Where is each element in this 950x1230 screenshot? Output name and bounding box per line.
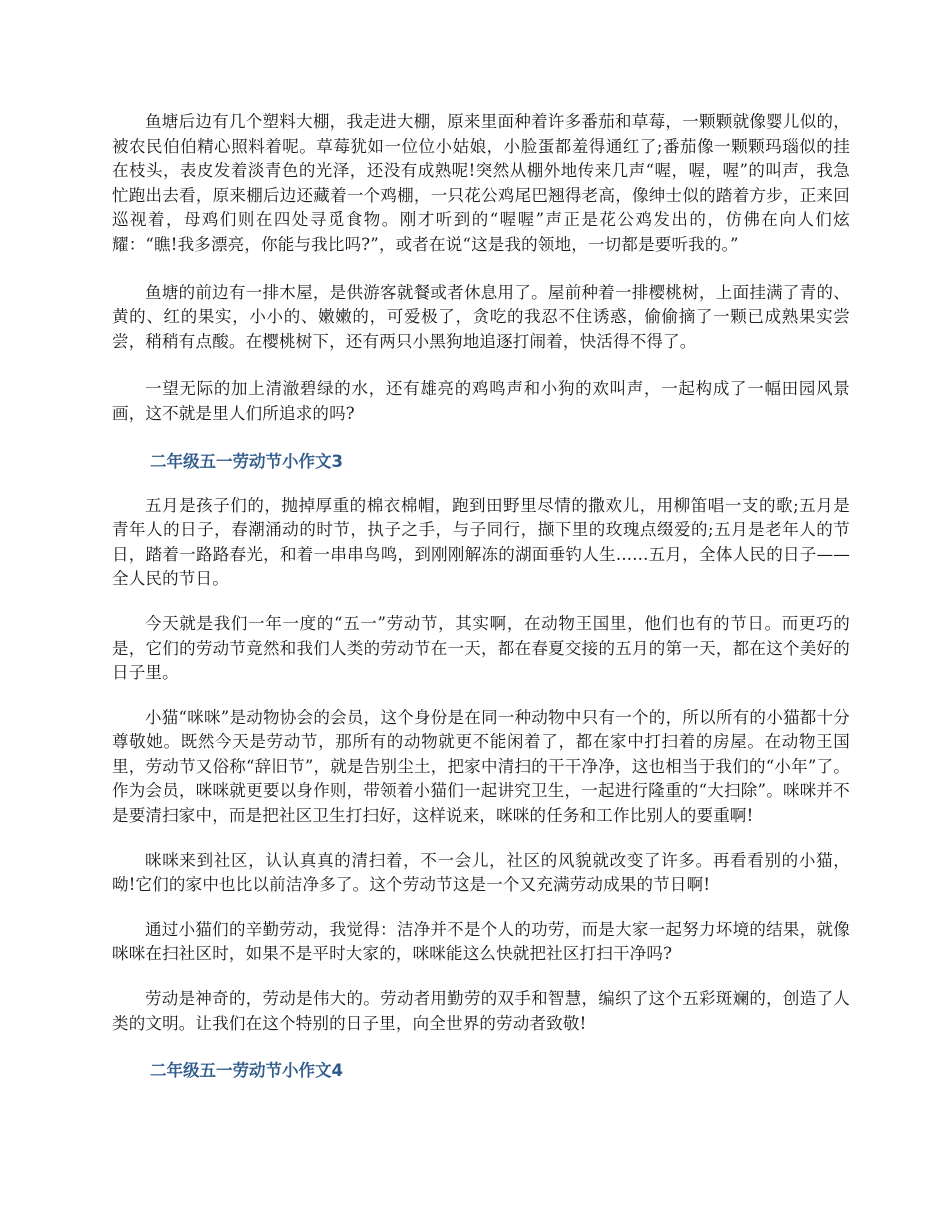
paragraph-cat-mimi: 小猫“咪咪”是动物协会的会员，这个身份是在同一种动物中只有一个的，所以所有的小猫都十分尊敬她。既然今天是劳动节，那所有的动物就更不能闲着了，都在家中打扫着的房屋。在动物王国里，劳动节又俗称“辞旧节”，就是告别尘土，把家中清扫的干干净净，这也相当于我们的“小年”了。作为会员，咪咪就更要以身作则，带领着小猫们一起讲究卫生，一起进行隆重的“大扫除”。咪咪并不是要清扫家中，而是把社区卫生打扫好，这样说来，咪咪的任务和工作比别人的要重啊! <box>112 707 850 826</box>
paragraph-community-clean: 咪咪来到社区，认认真真的清扫着，不一会儿，社区的风貌就改变了许多。再看看别的小猫，呦!它们的家中也比以前洁净多了。这个劳动节这是一个又充满劳动成果的节日啊! <box>112 850 850 895</box>
paragraph-cherry-trees: 鱼塘的前边有一排木屋，是供游客就餐或者休息用了。屋前种着一排樱桃树，上面挂满了青的、黄的、红的果实，小小的、嫩嫩的，可爱极了，贪吃的我忍不住诱惑，偷偷摘了一颗已成熟果实尝尝，稍稍有点酸。在樱桃树下，还有两只小黑狗地追逐打闹着，快活得不得了。 <box>112 282 850 351</box>
paragraph-greenhouse: 鱼塘后边有几个塑料大棚，我走进大棚，原来里面种着许多番茄和草莓，一颗颗就像婴儿似的，被农民伯伯精心照料着呢。草莓犹如一位位小姑娘，小脸蛋都羞得通红了;番茄像一颗颗玛瑙似的挂在枝头，表皮发着淡青色的光泽，还没有成熟呢!突然从棚外地传来几声“喔，喔，喔”的叫声，我急忙跑出去看，原来棚后边还藏着一个鸡棚，一只花公鸡尾巴翘得老高，像绅士似的踏着方步，正来回巡视着，母鸡们则在四处寻觅食物。刚才听到的“喔喔”声正是花公鸡发出的，仿佛在向人们炫耀：“瞧!我多漂亮，你能与我比吗?”，或者在说“这是我的领地，一切都是要听我的。” <box>112 112 850 254</box>
section-heading-4: 二年级五一劳动节小作文4 <box>150 1061 343 1081</box>
paragraph-labor-praise: 劳动是神奇的，劳动是伟大的。劳动者用勤劳的双手和智慧，编织了这个五彩斑斓的，创造了人类的文明。让我们在这个特别的日子里，向全世界的劳动者致敬! <box>112 989 850 1033</box>
paragraph-labor-day: 今天就是我们一年一度的“五一”劳动节，其实啊，在动物王国里，他们也有的节日。而更巧的是，它们的劳动节竟然和我们人类的劳动节在一天，都在春夏交接的五月的第一天，都在这个美好的日子里。 <box>112 613 850 683</box>
section-heading-3: 二年级五一劳动节小作文3 <box>150 451 343 471</box>
paragraph-reflection: 通过小猫们的辛勤劳动，我觉得：洁净并不是个人的功劳，而是大家一起努力坏境的结果，就像咪咪在扫社区时，如果不是平时大家的，咪咪能这么快就把社区打扫干净吗? <box>112 919 850 964</box>
document-page <box>112 110 850 1083</box>
paragraph-pastoral-scene: 一望无际的加上清澈碧绿的水，还有雄亮的鸡鸣声和小狗的欢叫声，一起构成了一幅田园风景画，这不就是里人们所追求的吗? <box>112 379 850 423</box>
paragraph-may: 五月是孩子们的，抛掉厚重的棉衣棉帽，跑到田野里尽情的撒欢儿，用柳笛唱一支的歌;五月是青年人的日子，春潮涌动的时节，执子之手，与子同行，撷下里的玫瑰点缀爱的;五月是老年人的节日，踏着一路路春光，和着一串串鸟鸣，到刚刚解冻的湖面垂钓人生......五月，全体人民的日子——全人民的节日。 <box>112 495 850 589</box>
